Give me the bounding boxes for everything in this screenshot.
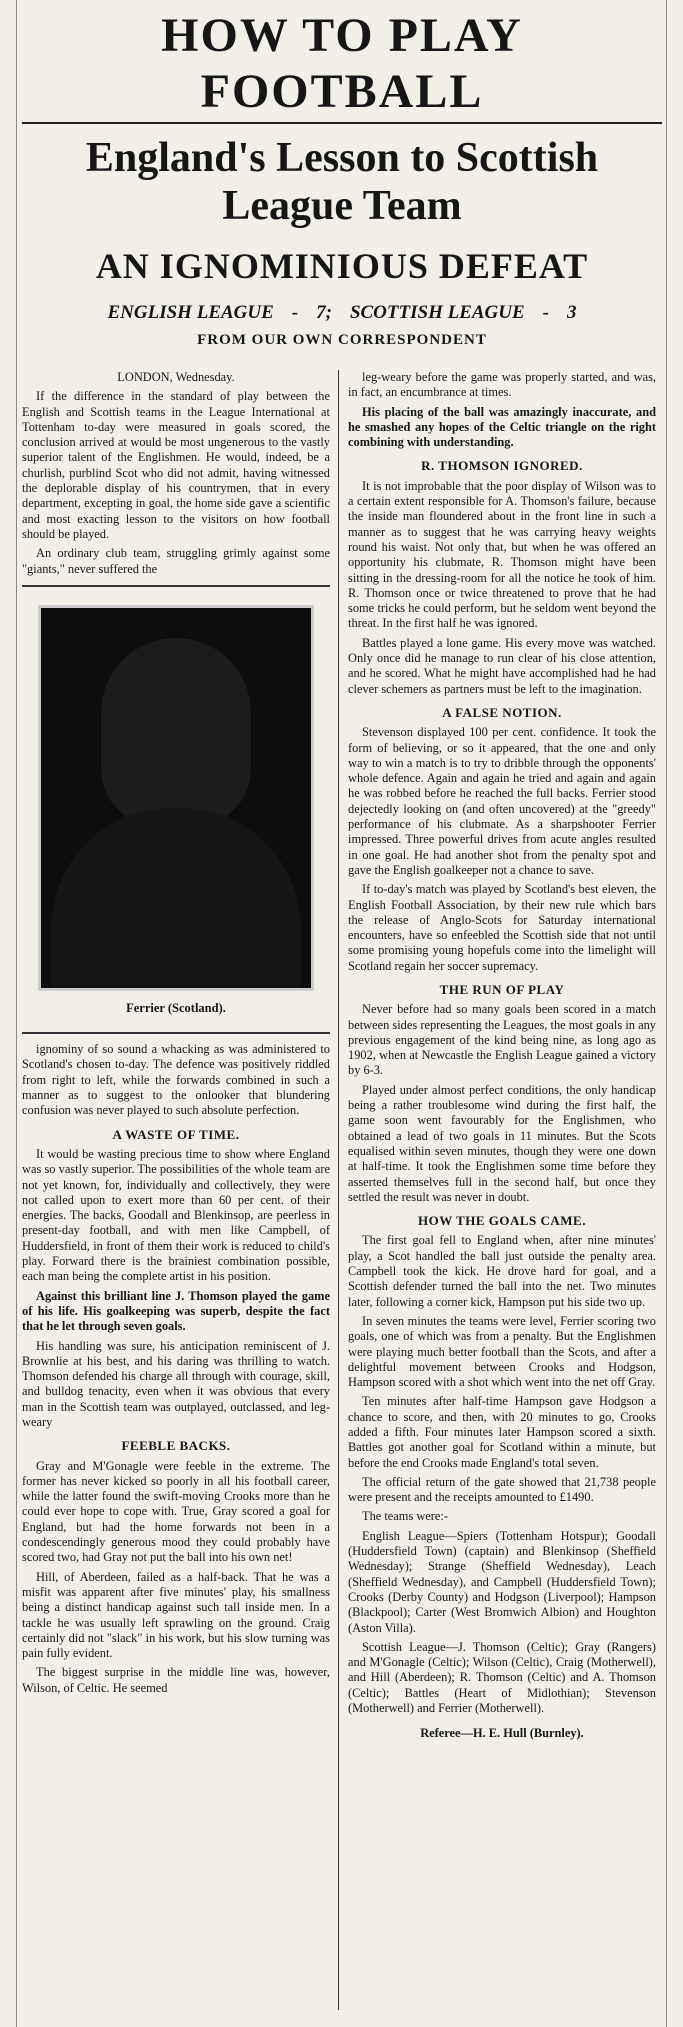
photo-figure-head	[101, 638, 251, 828]
subheadline: AN IGNOMINIOUS DEFEAT	[95, 246, 589, 286]
masthead: HOW TO PLAY FOOTBALL	[161, 9, 523, 118]
article-header	[22, 8, 662, 349]
subheading: A FALSE NOTION.	[442, 704, 562, 720]
player-photo	[38, 605, 314, 991]
paragraph: Battles played a lone game. His every move was watched. Only once did he manage to run clear of his close attention, and he scored. What he might have accomplished had he had clever schemers as partners must be left to the imagination.	[348, 635, 656, 696]
subheading: A WASTE OF TIME.	[112, 1126, 240, 1142]
paragraph: Hill, of Aberdeen, failed as a half-back. That he was a misfit was apparent after five minutes' play, his smallness being a distinct handicap against such tall inside men. In a tackle he was usually left sprawling on the ground. Craig certainly did not "slack" in his work, but his slow turning was pain fully evident.	[22, 1569, 330, 1661]
paragraph: If to-day's match was played by Scotland's best eleven, the English Football Association, by their new rule which bars the release of Anglo-Scots for Saturday international encounters, have so enfeebled the Scottish side that not until some promising young hopefuls come into the limelight will Scotland regain her soccer supremacy.	[348, 882, 656, 973]
paragraph: An ordinary club team, struggling grimly against some "giants," never suffered the	[22, 546, 330, 576]
paragraph-bold: His placing of the ball was amazingly inaccurate, and he smashed any hopes of the Celtic triangle on the right combining with understanding.	[348, 404, 656, 450]
subheading: R. THOMSON IGNORED.	[421, 458, 583, 474]
dateline: LONDON, Wednesday.	[117, 370, 235, 384]
paragraph: In seven minutes the teams were level, Ferrier scoring two goals, one of which was from a penalty. But the Englishmen were playing much better football than the Scots, and after a delightful movement between Crooks and Hodgson, Hampson scored with a shot which went into the net off Gray.	[348, 1313, 656, 1390]
subheading: THE RUN OF PLAY	[439, 981, 565, 997]
column-rule	[338, 370, 339, 2010]
right-column	[348, 370, 656, 1742]
score-dash-2: -	[542, 302, 549, 323]
paragraph: The teams were:-	[362, 1509, 449, 1524]
score-dash-1: -	[291, 302, 299, 323]
paragraph: The official return of the gate showed that 21,738 people were present and the receipts amounted to £1490.	[348, 1474, 656, 1505]
paragraph: It is not improbable that the poor display of Wilson was to a certain extent responsible for A. Thomson's failure, because the inside man floundered about in the front line in such a manner as to suggest that he was carrying heavy weights round his waist. Not only that, but when he was offered an opportunity his clubmate, R. Thomson might have been sitting in the dressing-room for all the notice he took of him. R. Thomson once or twice threatened to prove that he had some tricks he could perform, but he seldom went beyond the threat. In the first half he was ignored.	[348, 478, 656, 631]
paragraph: Played under almost perfect conditions, the only handicap being a rather troublesome wind during the first half, the game soon went favourably for the Englishmen, who obtained a lead of two goals in 11 minutes. But the Scots equalised within seven minutes, though they were one down at half-time. It took the Englishmen some time before they asserted themselves full in the second half, but once they settled the result was never in doubt.	[348, 1082, 656, 1204]
paragraph: Gray and M'Gonagle were feeble in the extreme. The former has never kicked so poorly in all his football career, while the latter found the swift-moving Crooks more than he could ever hope to cope with. True, Gray scored a goal for England, but had the home forwards not been in a condescendingly generous mood they could probably have scored two, had Gray not put the ball into his own net!	[22, 1458, 330, 1565]
paragraph: His handling was sure, his anticipation reminiscent of J. Brownlie at his best, and his daring was thrilling to watch. Thomson defended his charge all through with courage, skill, and bulldog tenacity, even when it was obvious that every man in the Scottish team was outplayed, outclassed, and leg-weary	[22, 1338, 330, 1429]
score-english-goals: 7;	[316, 302, 332, 323]
photo-box	[22, 585, 330, 1034]
paragraph: Ten minutes after half-time Hampson gave Hodgson a chance to score, and then, with 20 minutes to go, Crooks added a fifth. Four minutes later Hampson scored a sixth. Battles got another goal for Scotland within a minute, but before the end Crooks made England's total seven.	[348, 1394, 656, 1470]
paragraph: If the difference in the standard of play between the English and Scottish teams in the League International at Tottenham to-day were measured in goals scored, the conclusion arrived at would be most ungenerous to the vastly superior talent of the Englishmen. He would, indeed, be a churlish, purblind Scot who did not admit, having witnessed the deplorable display of his countrymen, that in every department, excepting in goal, the home side gave a scientific and most exacting lesson to the visitors on how football should be played.	[22, 389, 330, 541]
score-scottish-team: SCOTTISH LEAGUE	[349, 302, 525, 323]
referee-line: Referee—H. E. Hull (Burnley).	[420, 1726, 584, 1741]
score-english-team: ENGLISH LEAGUE	[107, 302, 274, 323]
score-line	[22, 302, 662, 324]
paragraph: Stevenson displayed 100 per cent. confidence. It took the form of believing, or so it appeared, that the one and only way to win a match is to try to dribble through the opponents' whole defence. Again and again he tried and again and again he was robbed before he reached the full backs. Ferrier stood dejectedly looking on (and often uncovered) at the "greedy" performance of his clubmate. As a sharpshooter Ferrier impressed. Three powerful drives from acute angles resulted in one goal. He had another shot from the penalty spot and gave the English goalkeeper not a chance to save.	[348, 725, 656, 877]
paragraph: The first goal fell to England when, after nine minutes' play, a Scot handled the ball just outside the penalty area. Campbell took the kick. He drove hard for goal, and a Scottish defender turned the ball into the net. Two minutes later, following a corner kick, Hampson put his side two up.	[348, 1233, 656, 1309]
score-scottish-goals: 3	[567, 302, 577, 323]
paragraph: The biggest surprise in the middle line was, however, Wilson, of Celtic. He seemed	[22, 1665, 330, 1695]
article-columns	[22, 370, 662, 2020]
photo-figure-body	[51, 808, 301, 991]
adjacent-column-right-edge	[666, 0, 683, 2027]
masthead-rule	[22, 122, 662, 124]
paragraph-bold: Against this brilliant line J. Thomson played the game of his life. His goalkeeping was superb, despite the fact that he let through seven goals.	[22, 1288, 330, 1334]
paragraph: Scottish League—J. Thomson (Celtic); Gray (Rangers) and M'Gonagle (Celtic); Wilson (Celtic), Craig (Motherwell), and Hill (Aberdeen); R. Thomson (Celtic) and A. Thomson (Celtic); Battles (Heart of Midlothian); Stevenson (Motherwell) and Ferrier (Motherwell).	[348, 1639, 656, 1716]
subheading: FEEBLE BACKS.	[121, 1438, 231, 1454]
photo-caption: Ferrier (Scotland).	[126, 1000, 226, 1015]
paragraph: English League—Spiers (Tottenham Hotspur); Goodall (Huddersfield Town) (captain) and Blenkinsop (Sheffield Wednesday); Strange (Sheffield Wednesday), Leach (Sheffield Wednesday), and Campbell (Huddersfield Town); Crooks (Derby County) and Hodgson (Liverpool); Hampson (Blackpool); Carter (West Bromwich Albion) and Houghton (Aston Villa).	[348, 1528, 656, 1635]
adjacent-column-left-edge	[0, 0, 17, 2027]
correspondent-line: FROM OUR OWN CORRESPONDENT	[197, 332, 487, 348]
subheading: HOW THE GOALS CAME.	[418, 1213, 586, 1229]
left-column	[22, 370, 330, 1700]
paragraph: Never before had so many goals been scored in a match between sides representing the Leagues, the most goals in any previous engagement of the kind being nine, as long ago as 1902, when at Newcastle the English League gained a victory by 6-3.	[348, 1002, 656, 1078]
paragraph: ignominy of so sound a whacking as was administered to Scotland's chosen to-day. The defence was positively riddled from right to left, while the forwards combined in such a manner as to suggest to the onlooker that blundering confusion was never played to such absolute perfection.	[22, 1042, 330, 1118]
headline: England's Lesson to Scottish League Team	[85, 135, 599, 229]
paragraph: leg-weary before the game was properly started, and was, in fact, an encumbrance at times.	[348, 370, 656, 400]
paragraph: It would be wasting precious time to show where England was so vastly superior. The possibilities of the whole team are not yet known, for, individually and collectively, they were not called upon to exert more than 60 per cent. of their energies. The backs, Goodall and Blenkinsop, are peerless in present-day football, and with men like Campbell, of Huddersfield, in front of them their work is reduced to child's play. Forward there is the brainiest combination possible, each man being the complete artist in his position.	[22, 1146, 330, 1284]
